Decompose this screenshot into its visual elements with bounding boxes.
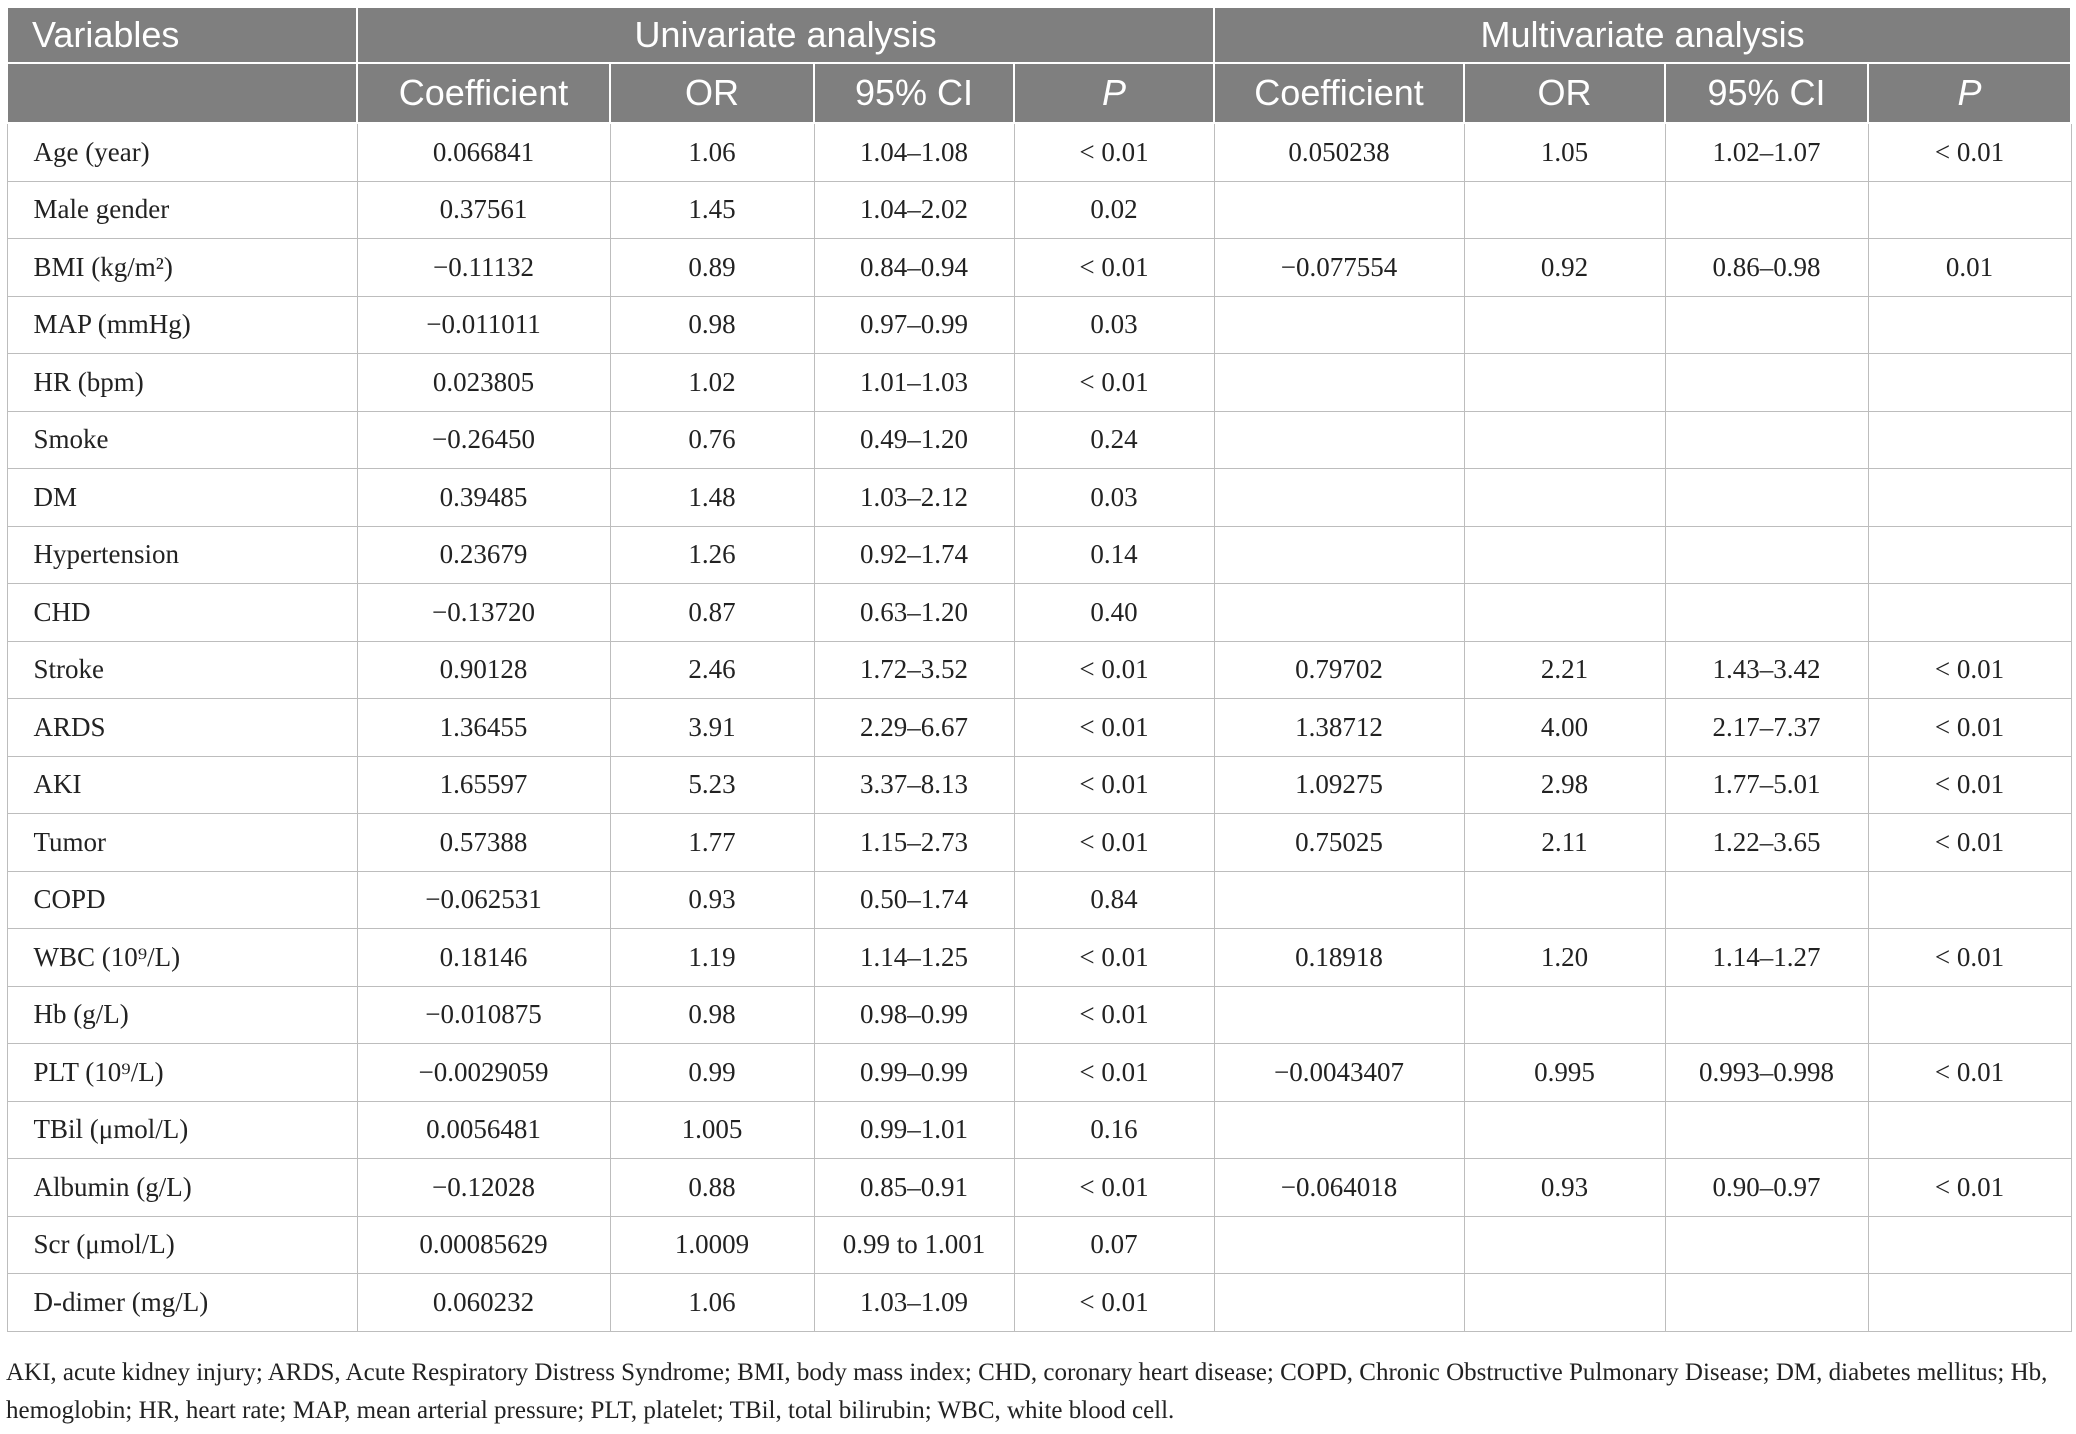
m-coefficient-cell: [1214, 1101, 1464, 1159]
header-m-ci: 95% CI: [1665, 63, 1868, 123]
u-or-cell: 1.19: [610, 929, 814, 987]
header-row-columns: [7, 63, 2071, 123]
m-coefficient-cell: 0.75025: [1214, 814, 1464, 872]
u-or-cell: 0.89: [610, 239, 814, 297]
u-coefficient-cell: −0.0029059: [357, 1044, 610, 1102]
m-or-cell: [1464, 526, 1665, 584]
m-p-cell: [1868, 296, 2071, 354]
u-coefficient-cell: 0.18146: [357, 929, 610, 987]
u-p-cell: < 0.01: [1014, 986, 1214, 1044]
m-coefficient-cell: 0.050238: [1214, 123, 1464, 181]
m-ci-cell: [1665, 1101, 1868, 1159]
m-p-cell: [1868, 469, 2071, 527]
u-p-cell: < 0.01: [1014, 929, 1214, 987]
u-or-cell: 1.0009: [610, 1216, 814, 1274]
u-coefficient-cell: 0.39485: [357, 469, 610, 527]
m-ci-cell: [1665, 181, 1868, 239]
m-ci-cell: [1665, 526, 1868, 584]
u-p-cell: < 0.01: [1014, 699, 1214, 757]
table-row: [7, 1216, 2071, 1274]
m-p-cell: < 0.01: [1868, 699, 2071, 757]
m-coefficient-cell: [1214, 871, 1464, 929]
u-or-cell: 2.46: [610, 641, 814, 699]
m-p-cell: [1868, 1101, 2071, 1159]
m-ci-cell: [1665, 986, 1868, 1044]
m-coefficient-cell: [1214, 584, 1464, 642]
table-row: [7, 871, 2071, 929]
m-p-cell: < 0.01: [1868, 123, 2071, 181]
u-or-cell: 1.06: [610, 1274, 814, 1332]
table-row: [7, 181, 2071, 239]
u-ci-cell: 0.99–1.01: [814, 1101, 1014, 1159]
m-coefficient-cell: −0.064018: [1214, 1159, 1464, 1217]
m-coefficient-cell: 0.18918: [1214, 929, 1464, 987]
m-coefficient-cell: [1214, 526, 1464, 584]
variable-cell: COPD: [7, 871, 357, 929]
m-or-cell: [1464, 469, 1665, 527]
m-ci-cell: 1.43–3.42: [1665, 641, 1868, 699]
m-coefficient-cell: [1214, 296, 1464, 354]
variable-cell: Male gender: [7, 181, 357, 239]
u-ci-cell: 0.99–0.99: [814, 1044, 1014, 1102]
variable-cell: CHD: [7, 584, 357, 642]
u-coefficient-cell: −0.11132: [357, 239, 610, 297]
u-ci-cell: 0.99 to 1.001: [814, 1216, 1014, 1274]
u-p-cell: 0.16: [1014, 1101, 1214, 1159]
variable-cell: Hypertension: [7, 526, 357, 584]
m-ci-cell: 0.86–0.98: [1665, 239, 1868, 297]
m-or-cell: [1464, 871, 1665, 929]
u-or-cell: 3.91: [610, 699, 814, 757]
m-or-cell: [1464, 411, 1665, 469]
u-or-cell: 1.005: [610, 1101, 814, 1159]
table-row: [7, 239, 2071, 297]
u-ci-cell: 1.03–1.09: [814, 1274, 1014, 1332]
m-p-cell: < 0.01: [1868, 756, 2071, 814]
u-or-cell: 0.99: [610, 1044, 814, 1102]
header-multivariate: Multivariate analysis: [1214, 7, 2071, 63]
m-or-cell: 0.93: [1464, 1159, 1665, 1217]
m-or-cell: 0.92: [1464, 239, 1665, 297]
m-p-cell: [1868, 871, 2071, 929]
header-u-coefficient: Coefficient: [357, 63, 610, 123]
u-coefficient-cell: 0.060232: [357, 1274, 610, 1332]
variable-cell: D-dimer (mg/L): [7, 1274, 357, 1332]
u-ci-cell: 1.01–1.03: [814, 354, 1014, 412]
m-ci-cell: [1665, 584, 1868, 642]
u-ci-cell: 0.85–0.91: [814, 1159, 1014, 1217]
m-or-cell: 4.00: [1464, 699, 1665, 757]
u-ci-cell: 1.04–1.08: [814, 123, 1014, 181]
table-row: [7, 411, 2071, 469]
variable-cell: PLT (10⁹/L): [7, 1044, 357, 1102]
u-p-cell: 0.02: [1014, 181, 1214, 239]
u-ci-cell: 0.50–1.74: [814, 871, 1014, 929]
m-ci-cell: 1.14–1.27: [1665, 929, 1868, 987]
u-or-cell: 5.23: [610, 756, 814, 814]
u-or-cell: 0.93: [610, 871, 814, 929]
m-or-cell: 1.05: [1464, 123, 1665, 181]
m-p-cell: < 0.01: [1868, 641, 2071, 699]
header-univariate: Univariate analysis: [357, 7, 1214, 63]
m-coefficient-cell: −0.077554: [1214, 239, 1464, 297]
u-or-cell: 0.98: [610, 986, 814, 1044]
m-ci-cell: 1.77–5.01: [1665, 756, 1868, 814]
m-or-cell: 2.98: [1464, 756, 1665, 814]
table-footnote: AKI, acute kidney injury; ARDS, Acute Respiratory Distress Syndrome; BMI, body mass index; CHD, coronary heart disease; COPD, Chronic Obstructive Pulmonary Disease; DM, diabetes mellitus; Hb, hemoglobin; HR, heart rate; MAP, mean arterial pressure; PLT, platelet; TBil, total bilirubin; WBC, white blood cell.: [6, 1359, 2048, 1424]
table-row: [7, 1101, 2071, 1159]
variable-cell: Tumor: [7, 814, 357, 872]
u-coefficient-cell: 0.023805: [357, 354, 610, 412]
u-p-cell: < 0.01: [1014, 814, 1214, 872]
u-or-cell: 0.98: [610, 296, 814, 354]
variable-cell: Stroke: [7, 641, 357, 699]
m-ci-cell: [1665, 411, 1868, 469]
u-ci-cell: 1.72–3.52: [814, 641, 1014, 699]
m-p-cell: < 0.01: [1868, 929, 2071, 987]
u-ci-cell: 1.04–2.02: [814, 181, 1014, 239]
table-row: [7, 699, 2071, 757]
u-coefficient-cell: 0.57388: [357, 814, 610, 872]
m-coefficient-cell: 1.38712: [1214, 699, 1464, 757]
header-u-ci: 95% CI: [814, 63, 1014, 123]
u-coefficient-cell: 0.066841: [357, 123, 610, 181]
table-header: [7, 7, 2071, 123]
m-ci-cell: [1665, 469, 1868, 527]
table-row: [7, 469, 2071, 527]
u-coefficient-cell: 1.36455: [357, 699, 610, 757]
m-p-cell: [1868, 584, 2071, 642]
header-u-p: P: [1014, 63, 1214, 123]
table-row: [7, 526, 2071, 584]
table-row: [7, 641, 2071, 699]
m-ci-cell: [1665, 871, 1868, 929]
m-or-cell: 2.11: [1464, 814, 1665, 872]
m-coefficient-cell: [1214, 986, 1464, 1044]
m-or-cell: 0.995: [1464, 1044, 1665, 1102]
u-or-cell: 0.87: [610, 584, 814, 642]
u-p-cell: 0.14: [1014, 526, 1214, 584]
m-or-cell: [1464, 1101, 1665, 1159]
table-row: [7, 584, 2071, 642]
m-p-cell: [1868, 1274, 2071, 1332]
variable-cell: DM: [7, 469, 357, 527]
m-ci-cell: 0.993–0.998: [1665, 1044, 1868, 1102]
m-ci-cell: [1665, 354, 1868, 412]
table-body: [7, 123, 2071, 1331]
regression-table: [6, 6, 2072, 1332]
u-coefficient-cell: 0.00085629: [357, 1216, 610, 1274]
u-p-cell: < 0.01: [1014, 756, 1214, 814]
variable-cell: TBil (μmol/L): [7, 1101, 357, 1159]
u-p-cell: 0.24: [1014, 411, 1214, 469]
variable-cell: Hb (g/L): [7, 986, 357, 1044]
m-or-cell: [1464, 181, 1665, 239]
header-u-or: OR: [610, 63, 814, 123]
m-ci-cell: [1665, 296, 1868, 354]
m-p-cell: [1868, 181, 2071, 239]
m-p-cell: [1868, 986, 2071, 1044]
u-p-cell: 0.40: [1014, 584, 1214, 642]
m-or-cell: [1464, 986, 1665, 1044]
variable-cell: Age (year): [7, 123, 357, 181]
m-p-cell: < 0.01: [1868, 814, 2071, 872]
m-p-cell: [1868, 1216, 2071, 1274]
u-or-cell: 0.76: [610, 411, 814, 469]
u-coefficient-cell: 0.90128: [357, 641, 610, 699]
regression-table-container: [6, 6, 2070, 1332]
u-or-cell: 1.45: [610, 181, 814, 239]
u-p-cell: < 0.01: [1014, 1159, 1214, 1217]
u-p-cell: 0.03: [1014, 296, 1214, 354]
m-ci-cell: 0.90–0.97: [1665, 1159, 1868, 1217]
m-coefficient-cell: [1214, 1274, 1464, 1332]
m-or-cell: 1.20: [1464, 929, 1665, 987]
m-p-cell: [1868, 411, 2071, 469]
table-row: [7, 986, 2071, 1044]
variable-cell: Smoke: [7, 411, 357, 469]
variable-cell: Albumin (g/L): [7, 1159, 357, 1217]
u-or-cell: 0.88: [610, 1159, 814, 1217]
variable-cell: ARDS: [7, 699, 357, 757]
header-m-coefficient: Coefficient: [1214, 63, 1464, 123]
header-row-groups: [7, 7, 2071, 63]
table-row: [7, 354, 2071, 412]
table-row: [7, 1044, 2071, 1102]
m-p-cell: < 0.01: [1868, 1159, 2071, 1217]
u-ci-cell: 0.92–1.74: [814, 526, 1014, 584]
u-coefficient-cell: −0.12028: [357, 1159, 610, 1217]
m-coefficient-cell: 1.09275: [1214, 756, 1464, 814]
u-coefficient-cell: −0.062531: [357, 871, 610, 929]
m-p-cell: < 0.01: [1868, 1044, 2071, 1102]
m-ci-cell: [1665, 1216, 1868, 1274]
m-ci-cell: 2.17–7.37: [1665, 699, 1868, 757]
u-ci-cell: 0.49–1.20: [814, 411, 1014, 469]
u-ci-cell: 2.29–6.67: [814, 699, 1014, 757]
u-p-cell: < 0.01: [1014, 239, 1214, 297]
m-ci-cell: [1665, 1274, 1868, 1332]
m-coefficient-cell: [1214, 469, 1464, 527]
m-ci-cell: 1.02–1.07: [1665, 123, 1868, 181]
header-blank: [7, 63, 357, 123]
u-coefficient-cell: −0.26450: [357, 411, 610, 469]
table-row: [7, 929, 2071, 987]
u-p-cell: 0.84: [1014, 871, 1214, 929]
u-coefficient-cell: 0.0056481: [357, 1101, 610, 1159]
m-coefficient-cell: 0.79702: [1214, 641, 1464, 699]
u-ci-cell: 0.98–0.99: [814, 986, 1014, 1044]
m-coefficient-cell: [1214, 354, 1464, 412]
m-ci-cell: 1.22–3.65: [1665, 814, 1868, 872]
u-or-cell: 1.26: [610, 526, 814, 584]
m-coefficient-cell: [1214, 1216, 1464, 1274]
u-or-cell: 1.48: [610, 469, 814, 527]
u-or-cell: 1.06: [610, 123, 814, 181]
u-coefficient-cell: −0.13720: [357, 584, 610, 642]
variable-cell: BMI (kg/m²): [7, 239, 357, 297]
m-or-cell: [1464, 584, 1665, 642]
u-p-cell: < 0.01: [1014, 641, 1214, 699]
u-coefficient-cell: 0.37561: [357, 181, 610, 239]
u-ci-cell: 0.84–0.94: [814, 239, 1014, 297]
m-p-cell: [1868, 354, 2071, 412]
m-or-cell: [1464, 354, 1665, 412]
u-p-cell: < 0.01: [1014, 354, 1214, 412]
table-row: [7, 814, 2071, 872]
u-coefficient-cell: 1.65597: [357, 756, 610, 814]
u-p-cell: < 0.01: [1014, 1044, 1214, 1102]
header-m-or: OR: [1464, 63, 1665, 123]
variable-cell: HR (bpm): [7, 354, 357, 412]
m-or-cell: [1464, 1274, 1665, 1332]
u-or-cell: 1.02: [610, 354, 814, 412]
u-p-cell: 0.07: [1014, 1216, 1214, 1274]
variable-cell: MAP (mmHg): [7, 296, 357, 354]
variable-cell: Scr (μmol/L): [7, 1216, 357, 1274]
u-ci-cell: 0.97–0.99: [814, 296, 1014, 354]
u-ci-cell: 1.03–2.12: [814, 469, 1014, 527]
u-ci-cell: 1.14–1.25: [814, 929, 1014, 987]
table-row: [7, 296, 2071, 354]
header-m-p: P: [1868, 63, 2071, 123]
u-ci-cell: 3.37–8.13: [814, 756, 1014, 814]
u-ci-cell: 1.15–2.73: [814, 814, 1014, 872]
variable-cell: WBC (10⁹/L): [7, 929, 357, 987]
u-p-cell: < 0.01: [1014, 123, 1214, 181]
header-variables: Variables: [7, 7, 357, 63]
u-coefficient-cell: 0.23679: [357, 526, 610, 584]
m-or-cell: 2.21: [1464, 641, 1665, 699]
m-or-cell: [1464, 296, 1665, 354]
m-or-cell: [1464, 1216, 1665, 1274]
u-or-cell: 1.77: [610, 814, 814, 872]
m-coefficient-cell: −0.0043407: [1214, 1044, 1464, 1102]
u-coefficient-cell: −0.011011: [357, 296, 610, 354]
m-p-cell: [1868, 526, 2071, 584]
table-row: [7, 123, 2071, 181]
m-coefficient-cell: [1214, 411, 1464, 469]
u-p-cell: 0.03: [1014, 469, 1214, 527]
u-ci-cell: 0.63–1.20: [814, 584, 1014, 642]
u-p-cell: < 0.01: [1014, 1274, 1214, 1332]
table-row: [7, 756, 2071, 814]
variable-cell: AKI: [7, 756, 357, 814]
u-coefficient-cell: −0.010875: [357, 986, 610, 1044]
m-coefficient-cell: [1214, 181, 1464, 239]
m-p-cell: 0.01: [1868, 239, 2071, 297]
table-row: [7, 1274, 2071, 1332]
table-row: [7, 1159, 2071, 1217]
